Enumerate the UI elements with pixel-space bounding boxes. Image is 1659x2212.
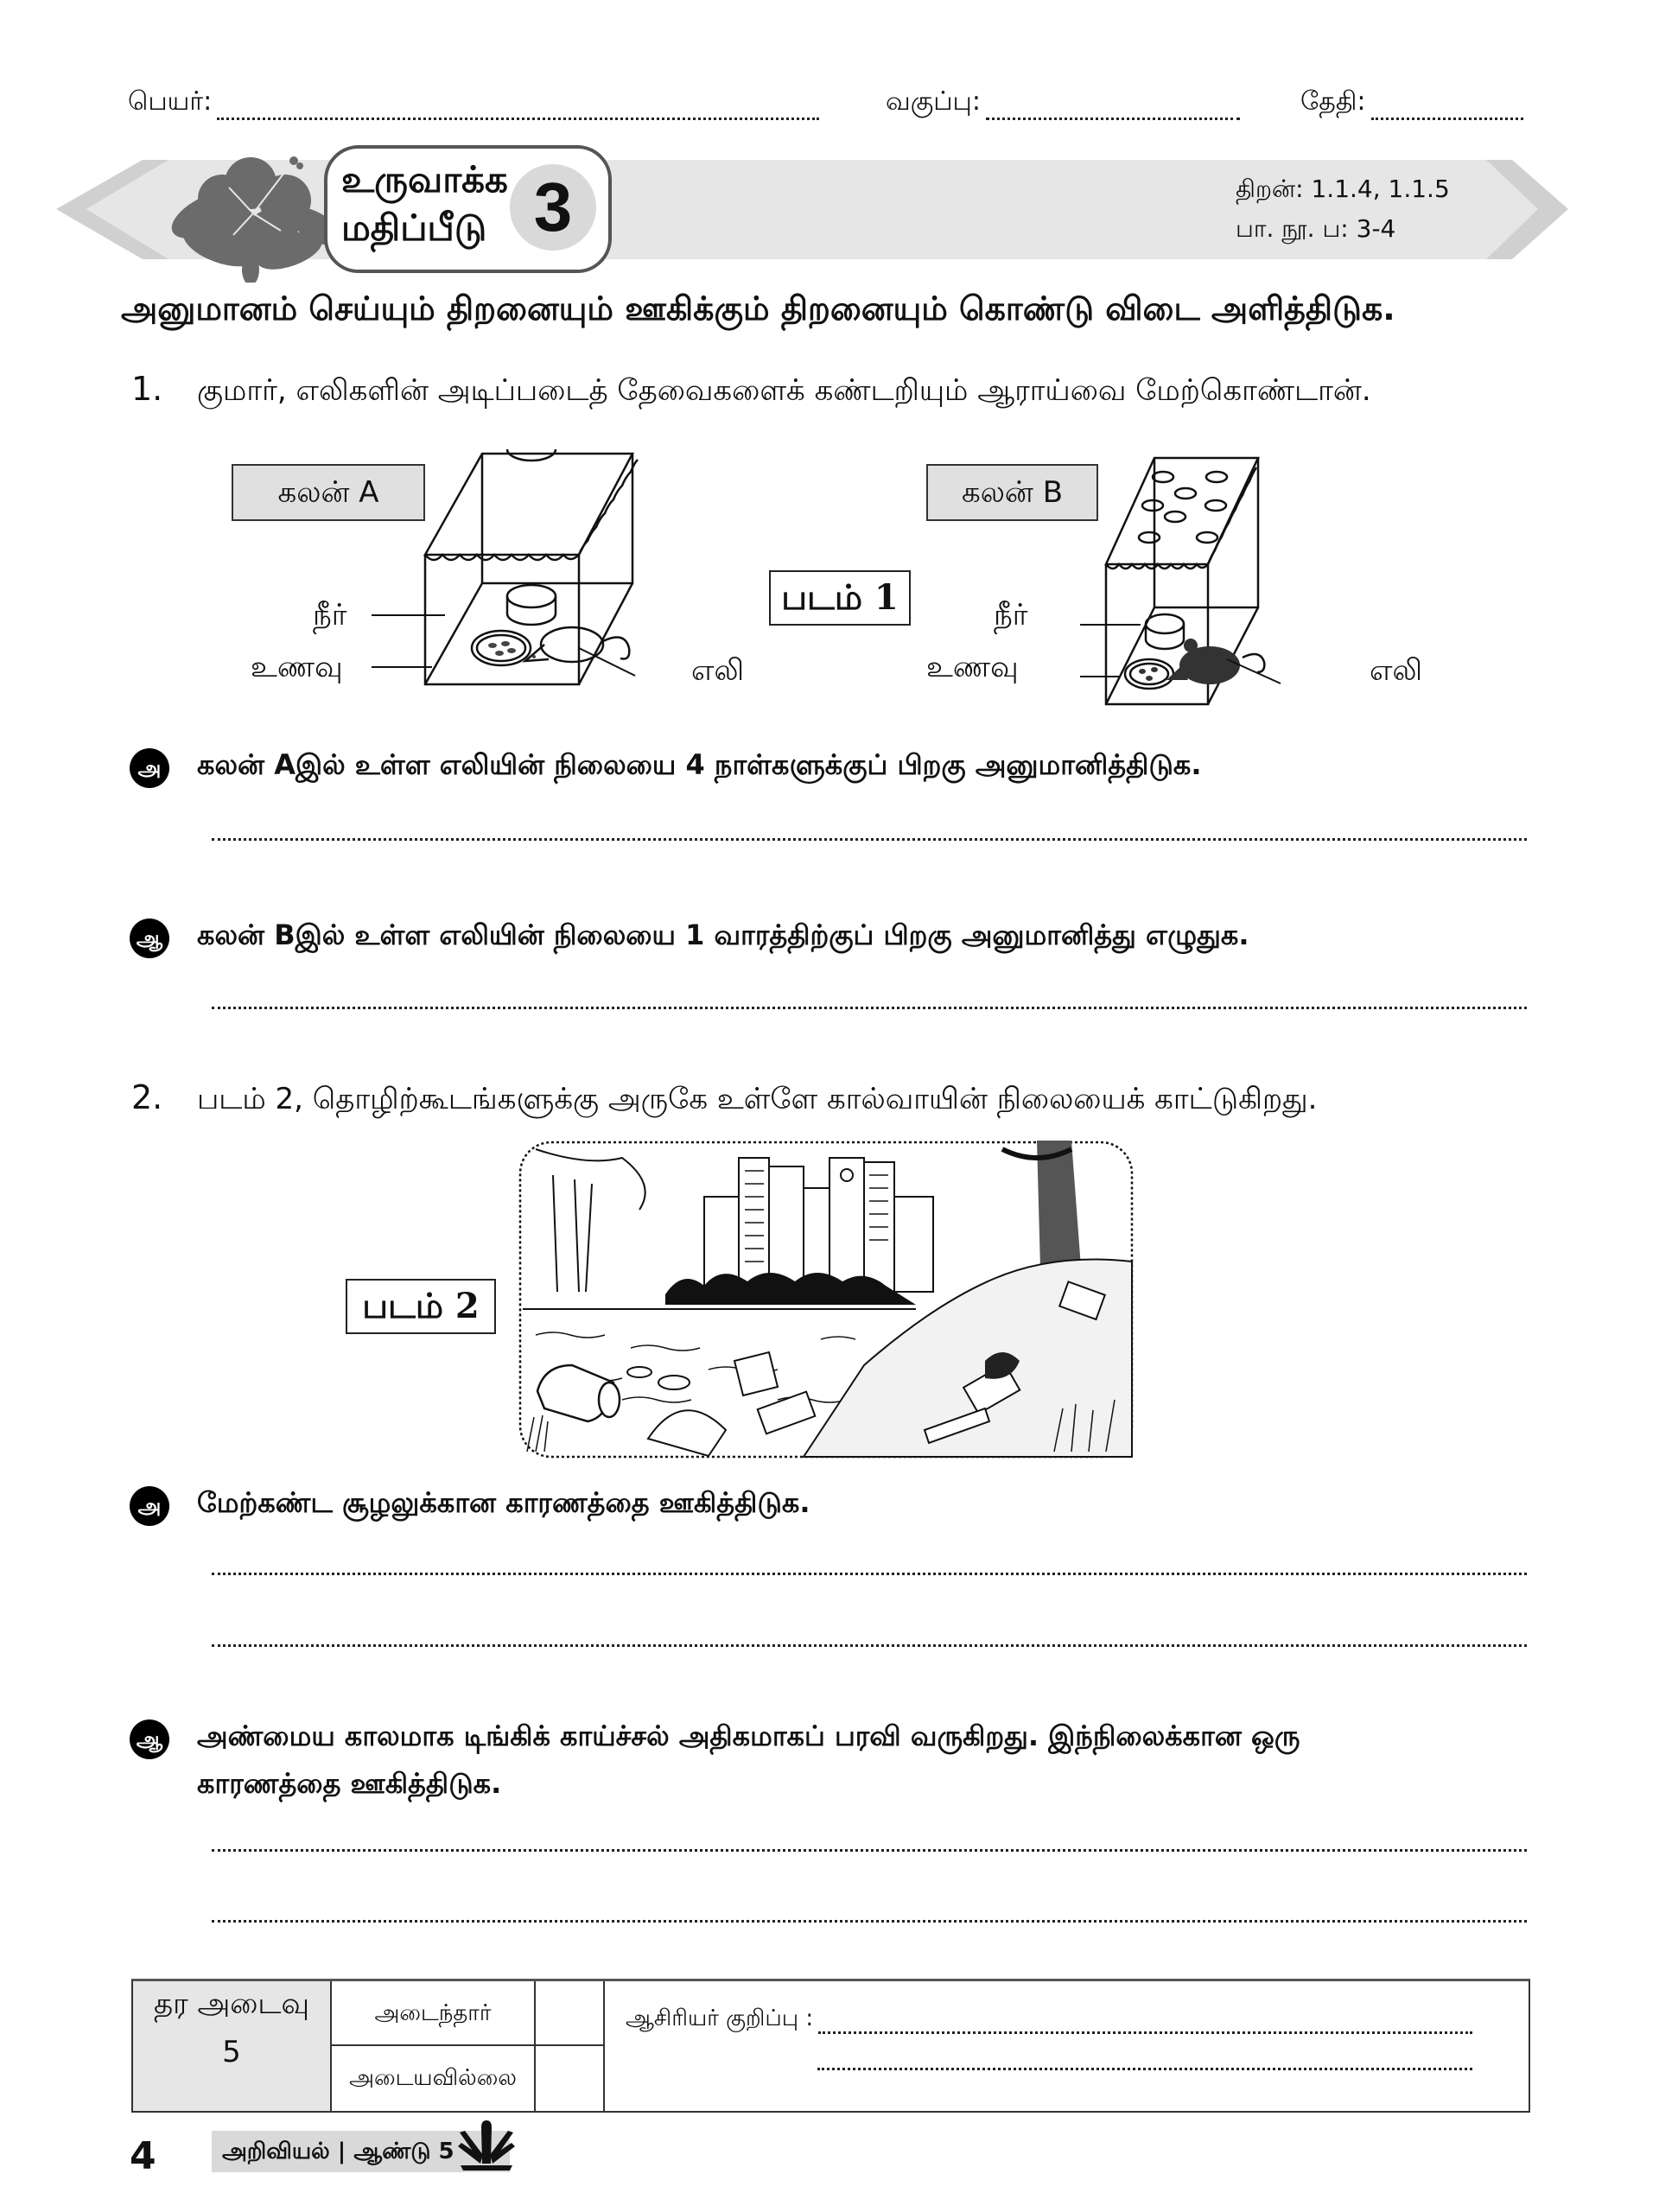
name-label: பெயர்:	[128, 86, 213, 117]
answer-line-2a-2[interactable]	[212, 1644, 1527, 1647]
container-b-rat-label: எலி	[1370, 653, 1423, 688]
class-input-line[interactable]	[986, 95, 1240, 120]
question-2b-text-line-2: காரணத்தை ஊகித்திடுக.	[197, 1767, 502, 1800]
not-achieved-label: அடையவில்லை	[332, 2046, 536, 2111]
title-line-1: உருவாக்க	[341, 158, 508, 200]
subject-year-label: அறிவியல் | ஆண்டு 5	[212, 2131, 510, 2172]
container-a-food-label: உணவு	[251, 650, 343, 684]
teacher-note-field[interactable]	[626, 2005, 1472, 2034]
answer-line-1a[interactable]	[212, 838, 1527, 841]
container-a-rat-label: எலி	[691, 653, 745, 688]
sub-question-marker-a: அ	[130, 748, 169, 788]
figure-1-caption: படம் 1	[769, 570, 911, 626]
polluted-canal-illustration	[518, 1141, 1134, 1459]
assessment-number: 3	[510, 164, 596, 251]
figure-2-caption: படம் 2	[346, 1279, 496, 1334]
sub-question-marker-b: ஆ	[130, 918, 169, 958]
page-number: 4	[130, 2134, 156, 2178]
title-line-2: மதிப்பீடு	[341, 207, 487, 249]
answer-line-2b-1[interactable]	[212, 1849, 1527, 1852]
question-1-number: 1.	[131, 370, 163, 408]
container-a-water-label: நீர்	[313, 598, 347, 632]
name-input-line[interactable]	[217, 95, 819, 120]
achieved-label: அடைந்தார்	[332, 1981, 536, 2046]
container-b-water-label: நீர்	[994, 598, 1028, 632]
book-peacock-logo-icon	[456, 2112, 517, 2174]
answer-line-2b-2[interactable]	[212, 1920, 1527, 1923]
container-b-label: கலன் B	[926, 464, 1098, 521]
textbook-pages: பா. நூ. ப: 3-4	[1236, 214, 1396, 243]
answer-line-2a-1[interactable]	[212, 1573, 1527, 1575]
question-2-text: படம் 2, தொழிற்கூடங்களுக்கு அருகே உள்ளே கால்வாயின் நிலையைக் காட்டுகிறது.	[197, 1082, 1318, 1116]
answer-line-1b[interactable]	[212, 1007, 1527, 1009]
question-1a-text: கலன் Aஇல் உள்ள எலியின் நிலையை 4 நாள்களுக்குப் பிறகு அனுமானித்திடுக.	[197, 748, 1202, 781]
date-label: தேதி:	[1300, 86, 1366, 117]
container-b-illustration	[1080, 454, 1374, 713]
sub-question-marker-2a: அ	[130, 1486, 169, 1526]
date-field[interactable]	[1300, 86, 1523, 120]
skill-code: திறன்: 1.1.4, 1.1.5	[1236, 175, 1450, 203]
question-2a-text: மேற்கண்ட சூழலுக்கான காரணத்தை ஊகித்திடுக.	[197, 1486, 810, 1519]
instruction-text: அனுமானம் செய்யும் திறனையும் ஊகிக்கும் திறனையும் கொண்டு விடை அளித்திடுக.	[121, 289, 1395, 327]
achieved-checkbox[interactable]	[536, 1981, 605, 2046]
sub-question-marker-2b: ஆ	[130, 1719, 169, 1759]
name-field[interactable]	[128, 86, 819, 120]
class-field[interactable]	[886, 86, 1240, 120]
container-a-label: கலன் A	[232, 464, 425, 521]
date-input-line[interactable]	[1371, 95, 1523, 120]
assessment-title	[341, 156, 508, 252]
question-1-text: குமார், எலிகளின் அடிப்படைத் தேவைகளைக் கண்டறியும் ஆராய்வை மேற்கொண்டான்.	[197, 373, 1371, 408]
assessment-table	[131, 1979, 1530, 2113]
question-2-number: 2.	[131, 1078, 163, 1116]
teacher-note-line-1[interactable]	[818, 2014, 1472, 2034]
level-label: தர அடைவு	[153, 1986, 310, 2021]
question-2b-text-line-1: அண்மைய காலமாக டிங்கிக் காய்ச்சல் அதிகமாகப் பரவி வருகிறது. இந்நிலைக்கான ஒரு	[197, 1719, 1300, 1752]
question-1b-text: கலன் Bஇல் உள்ள எலியின் நிலையை 1 வாரத்திற்குப் பிறகு அனுமானித்து எழுதுக.	[197, 918, 1249, 951]
container-b-food-label: உணவு	[926, 650, 1019, 684]
teacher-note-label: ஆசிரியர் குறிப்பு :	[626, 2005, 814, 2031]
hibiscus-flower-icon	[160, 149, 341, 283]
level-value: 5	[222, 2035, 241, 2069]
class-label: வகுப்பு:	[886, 86, 981, 117]
not-achieved-checkbox[interactable]	[536, 2046, 605, 2111]
level-cell	[133, 1981, 332, 2111]
teacher-note-line-2[interactable]	[817, 2068, 1472, 2070]
